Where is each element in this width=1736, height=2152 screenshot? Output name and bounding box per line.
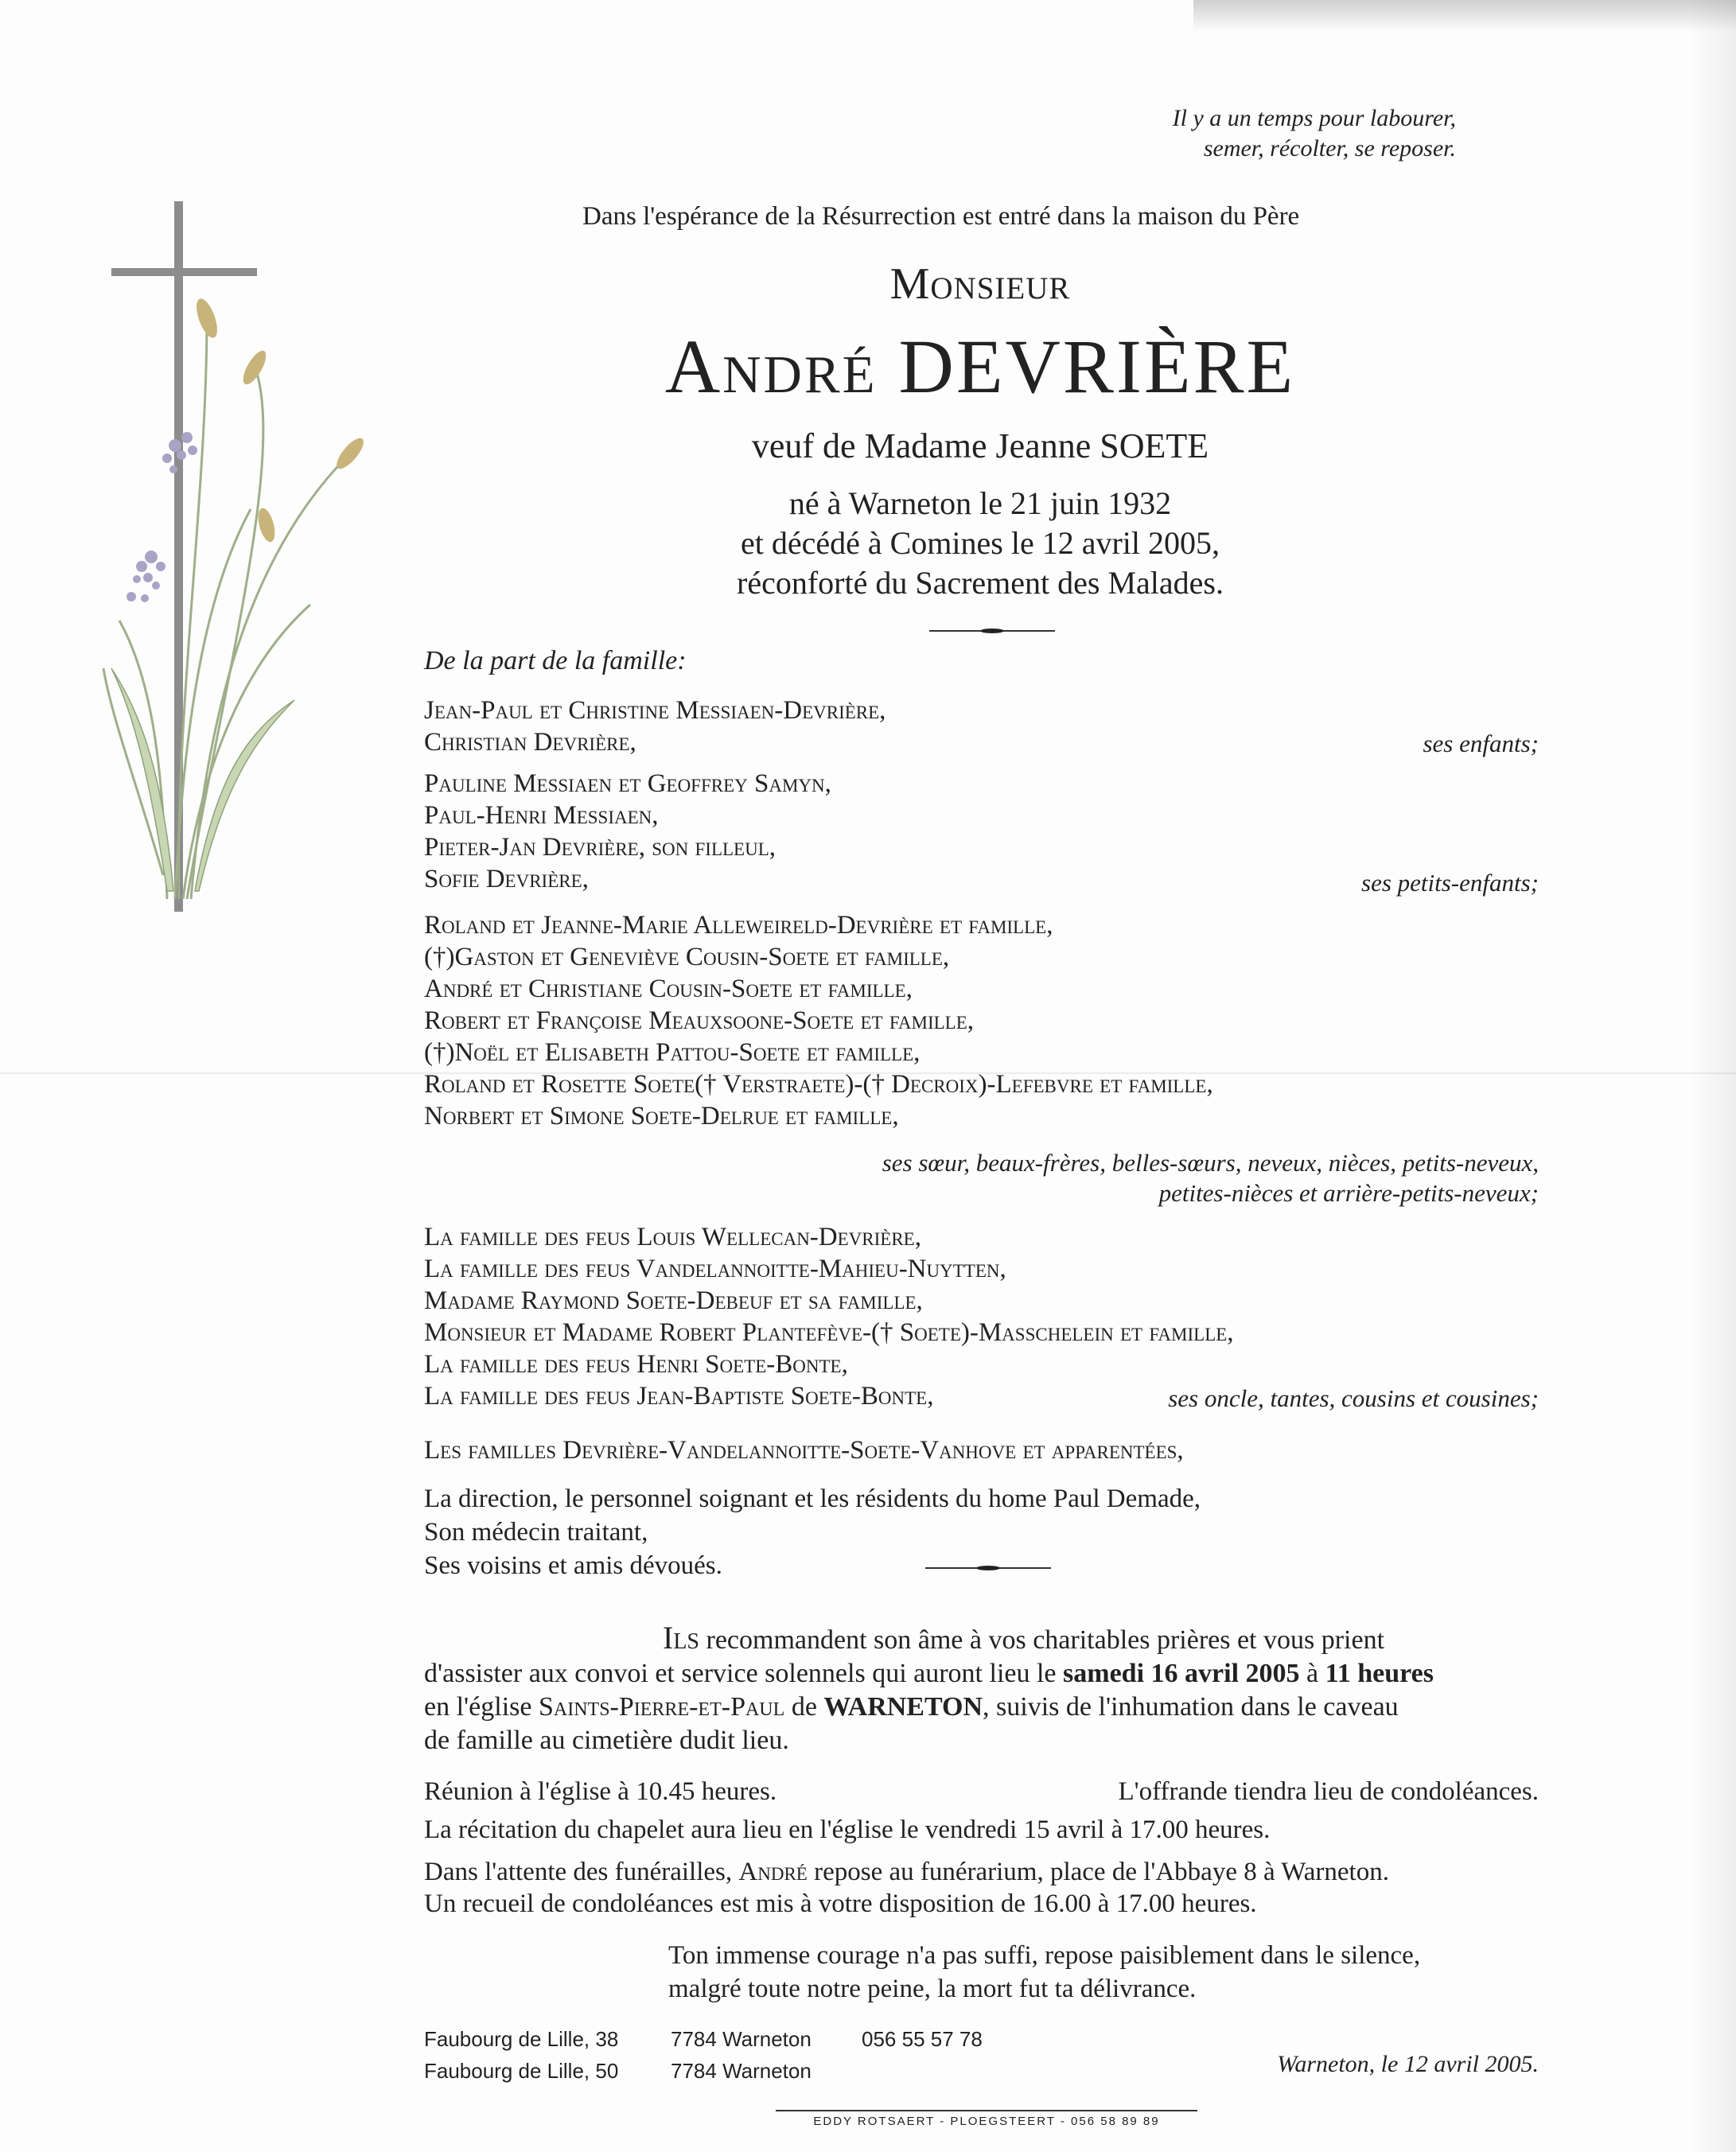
family-line: Robert et Françoise Meauxsoone-Soete et famille,: [424, 1006, 975, 1035]
family-group-siblings: [424, 909, 1213, 1132]
family-line: Pauline Messiaen et Geoffrey Samyn,: [424, 769, 831, 798]
deceased-name: André DEVRIÈRE: [664, 324, 1296, 409]
family-line: Sofie Devrière,: [424, 865, 589, 893]
relation-line: ses sœur, beaux-frères, belles-sœurs, neveux, nièces, petits-neveux,: [882, 1149, 1539, 1177]
funeral-line-3: [424, 1691, 1538, 1724]
sacrament-line: réconforté du Sacrement des Malades.: [737, 565, 1224, 601]
family-line: (†)Gaston et Geneviève Cousin-Soete et famille,: [424, 943, 950, 971]
printer-credit: EDDY ROTSAERT - PLOEGSTEERT - 056 58 89 89: [776, 2110, 1197, 2128]
funeral-line-1-text: recommandent son âme à vos charitables prières et vous prient: [706, 1625, 1385, 1655]
funeral-line-3-rest: , suivis de l'inhumation dans le caveau: [983, 1692, 1399, 1722]
wake-line-1-rest: repose au funérarium, place de l'Abbaye 8 à Warneton.: [814, 1858, 1389, 1886]
family-line: Jean-Paul et Christine Messiaen-Devrière,: [424, 696, 886, 725]
relation-grandchildren: ses petits-enfants;: [1361, 869, 1539, 897]
rosary-text: La récitation du chapelet aura lieu en l'église le vendredi 15 avril à 17.00 heures.: [424, 1815, 1271, 1844]
others-families: Les familles Devrière-Vandelannoitte-Soete-Vanhove et apparentées,: [424, 1436, 1184, 1465]
poem-line-1: Ton immense courage n'a pas suffi, repose paisiblement dans le silence,: [668, 1941, 1421, 1970]
funeral-town: WARNETON: [823, 1692, 983, 1722]
paper-top-shadow: [1193, 0, 1736, 32]
family-line: Paul-Henri Messiaen,: [424, 801, 659, 830]
family-line: André et Christiane Cousin-Soete et famille,: [424, 975, 913, 1003]
others-line: Son médecin traitant,: [424, 1518, 648, 1547]
funeral-time: 11 heures: [1325, 1659, 1434, 1688]
funeral-lead: Ils: [663, 1620, 699, 1656]
family-line: Roland et Jeanne-Marie Alleweireld-Devrière et famille,: [424, 911, 1053, 940]
address-city: 7784 Warneton: [671, 2027, 812, 2051]
address-city: 7784 Warneton: [671, 2059, 812, 2083]
epigraph: [1173, 103, 1456, 164]
funeral-date: samedi 16 avril 2005: [1063, 1659, 1300, 1688]
address-row: [424, 2023, 983, 2055]
family-group-children: [424, 695, 886, 758]
family-line: La famille des feus Jean-Baptiste Soete-Bonte,: [424, 1382, 934, 1411]
meeting-text: Réunion à l'église à 10.45 heures.: [424, 1777, 777, 1806]
family-heading: De la part de la famille:: [424, 646, 687, 675]
funeral-line-3-text: en l'église: [424, 1692, 532, 1722]
family-line: Norbert et Simone Soete-Delrue et famille,: [424, 1102, 899, 1130]
intro-text: Dans l'espérance de la Résurrection est entré dans la maison du Père: [582, 202, 1300, 231]
funeral-line-2: [424, 1657, 1538, 1691]
divider-bottom: [925, 1567, 1051, 1569]
widower-line: veuf de Madame Jeanne SOETE: [751, 426, 1209, 465]
wake-line-1-text: Dans l'attente des funérailles,: [424, 1858, 733, 1886]
place-date: Warneton, le 12 avril 2005.: [1277, 2051, 1539, 2077]
address-street: Faubourg de Lille, 38: [424, 2027, 619, 2051]
birth-line: né à Warneton le 21 juin 1932: [788, 485, 1172, 521]
epigraph-line-2: semer, récolter, se reposer.: [1203, 135, 1456, 161]
address-street: Faubourg de Lille, 50: [424, 2059, 619, 2083]
wake-line-2: Un recueil de condoléances est mis à votre disposition de 16.00 à 17.00 heures.: [424, 1889, 1257, 1918]
family-line: Pieter-Jan Devrière, son filleul,: [424, 833, 777, 862]
divider-top: [929, 630, 1055, 632]
dates-block: [0, 484, 1736, 603]
relation-line: petites-nièces et arrière-petits-neveux;: [1158, 1179, 1539, 1207]
poem-block: [668, 1939, 1420, 2006]
family-line: La famille des feus Henri Soete-Bonte,: [424, 1350, 848, 1379]
address-row: [424, 2055, 983, 2087]
family-line: Madame Raymond Soete-Debeuf et sa famille,: [424, 1286, 923, 1315]
epigraph-line-1: Il y a un temps pour labourer,: [1172, 105, 1456, 131]
funeral-paragraph: [424, 1621, 1538, 1757]
funeral-line-1: [424, 1621, 1538, 1657]
family-line: Monsieur et Madame Robert Plantefève-(† Soete)-Masschelein et famille,: [424, 1318, 1234, 1347]
offering-text: L'offrande tiendra lieu de condoléances.: [1118, 1777, 1539, 1806]
others-line: La direction, le personnel soignant et les résidents du home Paul Demade,: [424, 1485, 1201, 1513]
funeral-line-2-text: d'assister aux convoi et service solennels qui auront lieu le: [424, 1659, 1057, 1688]
relation-children: ses enfants;: [1423, 730, 1539, 757]
others-line: Ses voisins et amis dévoués.: [424, 1551, 722, 1580]
wake-block: [424, 1856, 1389, 1920]
poem-line-2: malgré toute notre peine, la mort fut ta délivrance.: [668, 1975, 1197, 2003]
funeral-church: Saints-Pierre-et-Paul: [538, 1692, 785, 1722]
family-line: Christian Devrière,: [424, 728, 636, 757]
family-line: La famille des feus Vandelannoitte-Mahieu-Nuytten,: [424, 1255, 1006, 1283]
family-line: Roland et Rosette Soete(† Verstraete)-(† Decroix)-Lefebvre et famille,: [424, 1070, 1213, 1099]
relation-cousins: ses oncle, tantes, cousins et cousines;: [1168, 1384, 1539, 1412]
death-line: et décédé à Comines le 12 avril 2005,: [740, 525, 1220, 561]
funeral-line-4: de famille au cimetière dudit lieu.: [424, 1726, 789, 1755]
funeral-line-2-join: à: [1306, 1659, 1319, 1688]
family-line: (†)Noël et Elisabeth Pattou-Soete et famille,: [424, 1038, 921, 1067]
address-block: [424, 2023, 983, 2087]
honorific-title: Monsieur: [889, 259, 1071, 309]
wake-name: André: [738, 1858, 808, 1886]
wake-line-1: [424, 1856, 1389, 1888]
address-phone: 056 55 57 78: [862, 2027, 983, 2051]
others-block: [424, 1482, 1201, 1582]
family-group-grandchildren: [424, 768, 831, 895]
relation-siblings: [882, 1148, 1539, 1208]
family-line: La famille des feus Louis Wellecan-Devrière,: [424, 1223, 921, 1251]
family-group-cousins: [424, 1221, 1234, 1412]
funeral-line-3-join: de: [791, 1692, 817, 1722]
